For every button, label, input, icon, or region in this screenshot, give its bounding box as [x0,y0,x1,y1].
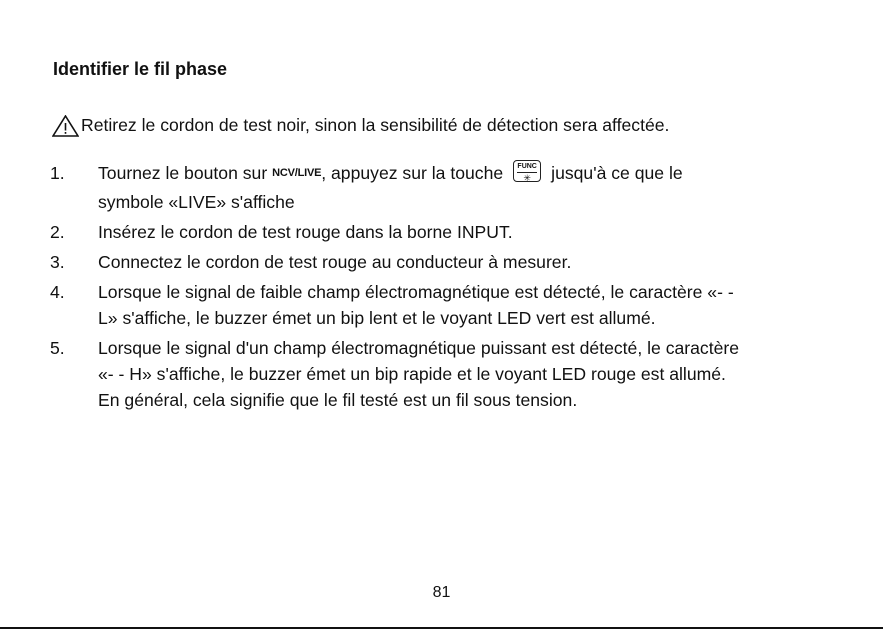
steps-list [50,160,850,417]
list-item [50,249,850,275]
step-line: Connectez le cordon de test rouge au conducteur à mesurer. [98,252,572,272]
step-number: 2. [50,222,65,242]
func-key-label: FUNC [517,163,537,173]
section-title: Identifier le fil phase [53,59,228,79]
bottom-divider [0,627,883,629]
ncv-live-label: NCV/LIVE [272,167,322,179]
step-line: symbole «LIVE» s'affiche [98,192,295,212]
list-item [50,160,850,215]
step-number: 5. [50,338,65,358]
func-key-icon [513,160,541,182]
list-item [50,335,850,413]
warning-note [52,112,669,138]
step-number: 3. [50,252,65,272]
step-text: Tournez le bouton sur [98,163,273,183]
step-line: L» s'affiche, le buzzer émet un bip lent et le voyant LED vert est allumé. [98,308,656,328]
page-number: 81 [432,584,451,601]
step-line: Lorsque le signal d'un champ électromagnétique puissant est détecté, le caractère [98,338,740,358]
step-line: «- - H» s'affiche, le buzzer émet un bip rapide et le voyant LED rouge est allumé. [98,364,726,384]
step-text: , appuyez sur la touche [321,163,504,183]
step-line: En général, cela signifie que le fil testé est un fil sous tension. [98,390,578,410]
sun-icon: ✳ [523,173,531,184]
step-line: Insérez le cordon de test rouge dans la borne INPUT. [98,222,513,242]
warning-text: Retirez le cordon de test noir, sinon la sensibilité de détection sera affectée. [81,115,670,135]
list-item [50,219,850,245]
list-item [50,279,850,331]
warning-triangle-icon [52,115,79,137]
step-number: 1. [50,163,65,183]
step-text: jusqu'à ce que le [551,163,683,183]
step-number: 4. [50,282,65,302]
step-line [98,160,850,189]
step-line: Lorsque le signal de faible champ électromagnétique est détecté, le caractère «- - [98,282,734,302]
